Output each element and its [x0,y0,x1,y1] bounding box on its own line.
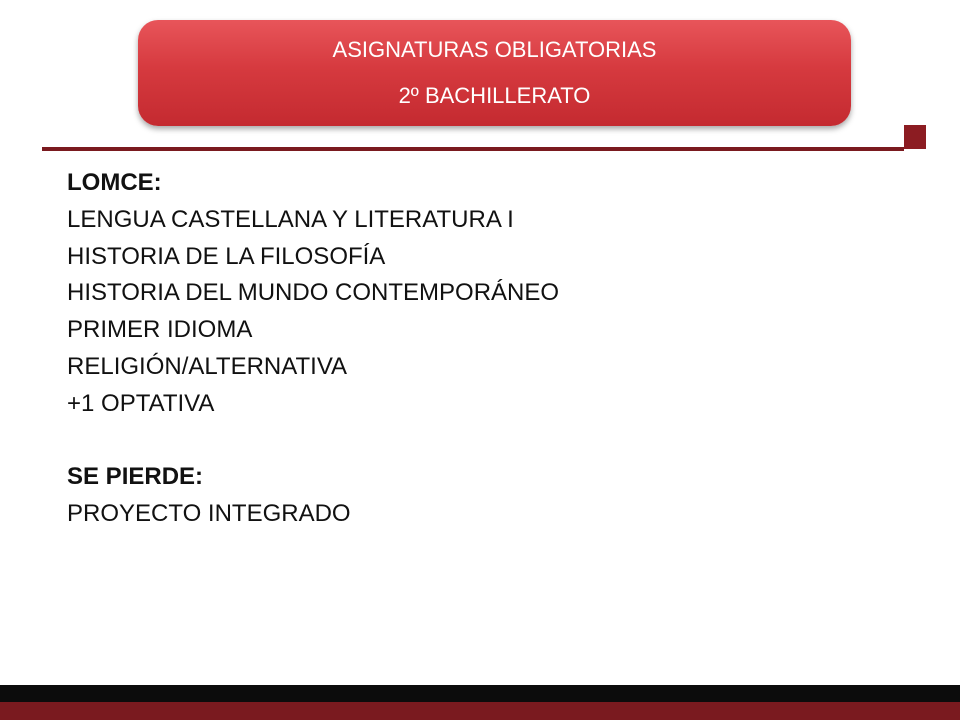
list-item: PROYECTO INTEGRADO [67,500,351,528]
slide-body [67,165,867,533]
banner-title: ASIGNATURAS OBLIGATORIAS [332,37,657,62]
header-divider-line [42,147,904,151]
list-item: +1 OPTATIVA [67,389,215,417]
list-item: RELIGIÓN/ALTERNATIVA [67,352,348,380]
section-spacer [67,423,867,460]
list-item: HISTORIA DEL MUNDO CONTEMPORÁNEO [67,279,560,307]
footer-black-bar [0,685,960,702]
section-heading-lomce: LOMCE: [67,169,162,196]
section-heading-se-pierde: SE PIERDE: [67,463,204,491]
banner-subtitle: 2º BACHILLERATO [398,83,591,108]
list-item: PRIMER IDIOMA [67,316,253,344]
corner-accent-square [904,125,926,149]
list-item: HISTORIA DE LA FILOSOFÍA [67,242,386,270]
list-item: LENGUA CASTELLANA Y LITERATURA I [67,205,514,233]
title-banner [138,20,851,126]
footer-red-bar [0,702,960,720]
